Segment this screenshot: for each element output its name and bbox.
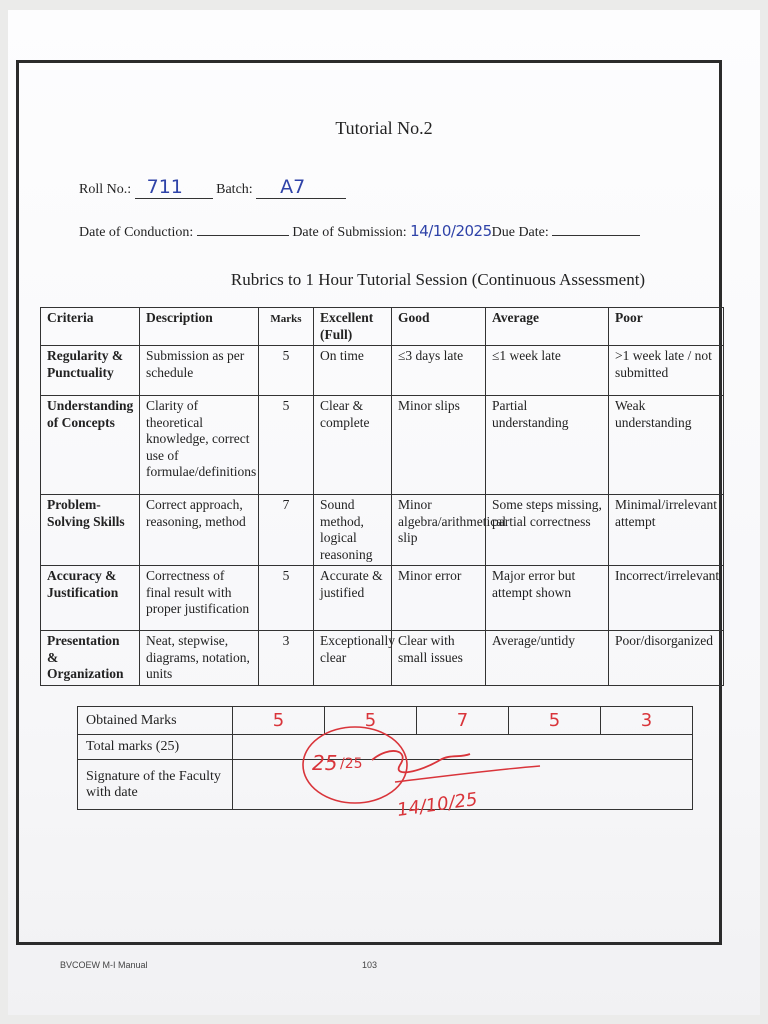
excellent-cell: Accurate & justified [314,566,392,631]
signature-underline [395,766,540,782]
table-row [41,566,724,631]
total-marks-out-of: /25 [340,756,363,772]
average-cell: Average/untidy [486,631,609,686]
good-cell: Minor algebra/arithmetical slip [392,495,486,566]
description-cell: Correctness of final result with proper justification [140,566,259,631]
roll-label: Roll No.: [79,182,132,197]
criteria-cell: Presentation & Organization [41,631,140,686]
marks-cell: 7 [259,495,314,566]
roll-batch-line [79,176,346,199]
header-marks: Marks [259,308,314,346]
excellent-cell: Exceptionally clear [314,631,392,686]
obtained-mark-5: 3 [601,707,693,735]
marks-cell: 3 [259,631,314,686]
due-field [552,235,640,236]
page-title: Tutorial No.2 [335,118,433,138]
submission-label: Date of Submission: [292,225,407,240]
average-cell: ≤1 week late [486,346,609,396]
footer-manual: BVCOEW M-I Manual [60,960,148,970]
table-row [41,631,724,686]
average-cell: Major error but attempt shown [486,566,609,631]
good-cell: Minor slips [392,396,486,495]
marks-cell: 5 [259,396,314,495]
footer-page-number: 103 [362,960,378,970]
criteria-cell: Accuracy & Justification [41,566,140,631]
description-cell: Clarity of theoretical knowledge, correct use of formulae/definitions [140,396,259,495]
signature-label: Signature of the Faculty with date [78,760,233,810]
rubric-header-row [41,308,724,346]
average-cell: Partial understanding [486,396,609,495]
poor-cell: Poor/disorganized [609,631,724,686]
obtained-label: Obtained Marks [78,707,233,735]
good-cell: Minor error [392,566,486,631]
good-cell: ≤3 days late [392,346,486,396]
faculty-signature-stamp [300,720,560,830]
dates-line [79,222,640,241]
excellent-cell: Sound method, logical reasoning [314,495,392,566]
total-label: Total marks (25) [78,735,233,760]
rubric-table [40,307,724,686]
obtained-mark-3: 7 [417,707,509,735]
criteria-cell: Regularity & Punctuality [41,346,140,396]
roll-value: 711 [146,176,183,198]
signature-scrawl [372,751,470,772]
batch-value: A7 [280,176,306,198]
header-good: Good [392,308,486,346]
batch-label: Batch: [216,182,253,197]
poor-cell: >1 week late / not submitted [609,346,724,396]
batch-field [256,176,346,199]
table-row [41,495,724,566]
header-poor: Poor [609,308,724,346]
due-label: Due Date: [491,225,549,240]
conduction-label: Date of Conduction: [79,225,194,240]
conduction-field [197,235,289,236]
excellent-cell: On time [314,346,392,396]
poor-cell: Incorrect/irrelevant [609,566,724,631]
description-cell: Neat, stepwise, diagrams, notation, units [140,631,259,686]
header-excellent: Excellent (Full) [314,308,392,346]
total-marks-handwritten: 25 [312,751,338,775]
table-row [41,396,724,495]
criteria-cell: Problem-Solving Skills [41,495,140,566]
obtained-mark-1: 5 [233,707,325,735]
header-criteria: Criteria [41,308,140,346]
average-cell: Some steps missing, partial correctness [486,495,609,566]
roll-field [135,176,213,199]
poor-cell: Weak understanding [609,396,724,495]
signature-date: 14/10/25 [395,788,479,821]
poor-cell: Minimal/irrelevant attempt [609,495,724,566]
good-cell: Clear with small issues [392,631,486,686]
rubric-subtitle: Rubrics to 1 Hour Tutorial Session (Continuous Assessment) [230,270,646,289]
header-average: Average [486,308,609,346]
obtained-mark-4: 5 [509,707,601,735]
description-cell: Correct approach, reasoning, method [140,495,259,566]
header-description: Description [140,308,259,346]
marks-cell: 5 [259,346,314,396]
criteria-cell: Understanding of Concepts [41,396,140,495]
obtained-mark-2: 5 [325,707,417,735]
description-cell: Submission as per schedule [140,346,259,396]
submission-value: 14/10/2025 [410,222,492,240]
marks-cell: 5 [259,566,314,631]
excellent-cell: Clear & complete [314,396,392,495]
table-row [41,346,724,396]
